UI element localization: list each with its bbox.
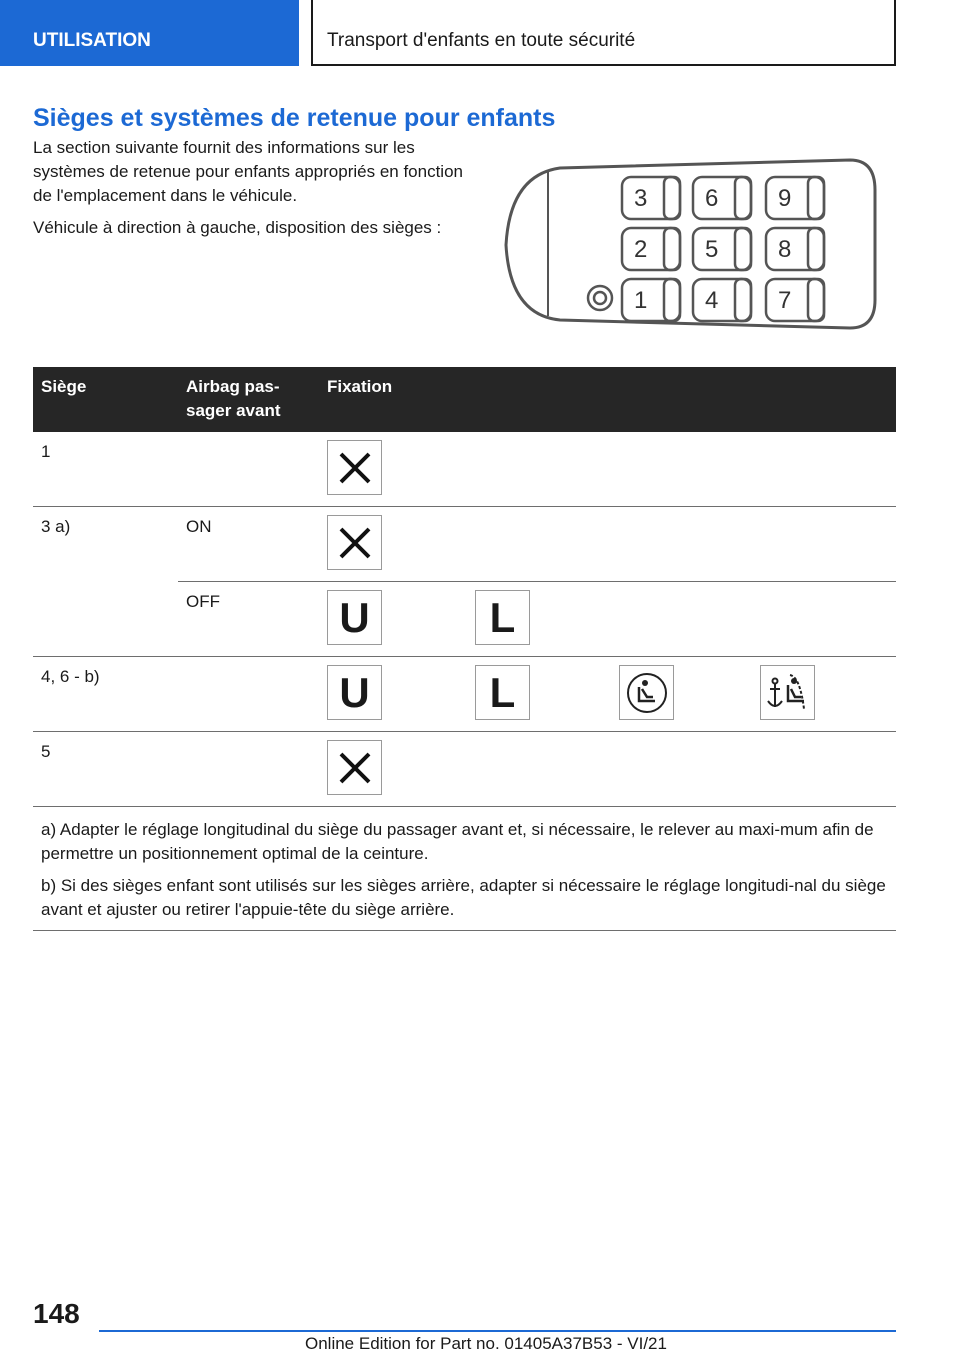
airbag-cell: ON [186,517,212,536]
seat-3-box [622,177,680,219]
seat-6-box [693,177,751,219]
seat-layout-diagram [500,150,880,335]
fixation-isofix [760,665,815,720]
page-number: 148 [33,1298,80,1329]
table-row [33,432,896,507]
fixation-code: U [339,668,370,716]
fixation-universal [327,665,382,720]
seat-7-box [766,279,824,321]
seat-cell: 4, 6 - b) [41,667,100,686]
page-title: Sièges et systèmes de retenue pour enfants [33,104,556,132]
table-row [33,507,896,582]
fixation-limited [475,665,530,720]
seat-cell: 3 a) [41,517,71,536]
footnote-b: b) Si des sièges enfant sont utilisés sur les sièges arrière, adapter si nécessaire le réglage longitudi-nal du siège avant et ajuster ou retirer l'appuie-tête du siège arrière. [41,876,886,919]
seat-8-box [766,228,824,270]
section-tab: UTILISATION [0,0,299,66]
page-header [0,0,960,66]
seat-number: 7 [778,287,792,314]
fixation-code: L [489,668,516,716]
seat-number: 2 [634,236,648,263]
table-footnotes [33,808,896,931]
fixation-not-allowed [327,740,382,795]
seat-4-box [693,279,751,321]
table-row [33,657,896,732]
fixation-child-seat [619,665,674,720]
table-row [33,582,896,657]
table-header [33,367,896,432]
intro-text [33,136,463,240]
header-seat: Siège [41,377,87,396]
seat-number: 1 [634,287,648,314]
seat-number: 4 [705,287,719,314]
vehicle-outline [506,160,875,328]
fixation-universal [327,590,382,645]
seat-number: 6 [705,185,719,212]
airbag-cell: OFF [186,592,220,611]
seat-9-box [766,177,824,219]
cross-icon [337,450,373,486]
footer-divider [99,1330,896,1332]
seat-cell: 5 [41,742,51,761]
intro-paragraph: La section suivante fournit des informations sur les systèmes de retenue pour enfants appropriés en fonction de l'emplacement dans le véhicule. [33,138,463,205]
seat-1-box [622,279,680,321]
child-seat-icon [625,671,669,715]
child-seat-table [33,367,896,807]
footnote-a: a) Adapter le réglage longitudinal du siège du passager avant et, si nécessaire, le relever au maxi-mum afin de permettre un positionnement optimal de la ceinture. [41,820,874,863]
seat-cell: 1 [41,442,51,461]
seat-number: 5 [705,236,719,263]
fixation-code: L [489,593,516,641]
fixation-code: U [339,593,370,641]
footer-edition: Online Edition for Part no. 01405A37B53 - VI/21 [305,1334,667,1353]
header-fixation: Fixation [327,377,393,396]
fixation-not-allowed [327,440,382,495]
seat-number: 9 [778,185,792,212]
steering-wheel-icon [588,286,612,310]
isofix-icon [764,669,812,717]
seat-number: 3 [634,185,648,212]
cross-icon [337,750,373,786]
intro-paragraph: Véhicule à direction à gauche, disposition des sièges : [33,218,442,237]
fixation-limited [475,590,530,645]
seat-5-box [693,228,751,270]
fixation-not-allowed [327,515,382,570]
seat-number: 8 [778,236,792,263]
seat-2-box [622,228,680,270]
table-row [33,732,896,807]
header-airbag: Airbag pas- sager avant [186,377,281,420]
cross-icon [337,525,373,561]
chapter-title: Transport d'enfants en toute sécurité [311,0,896,66]
